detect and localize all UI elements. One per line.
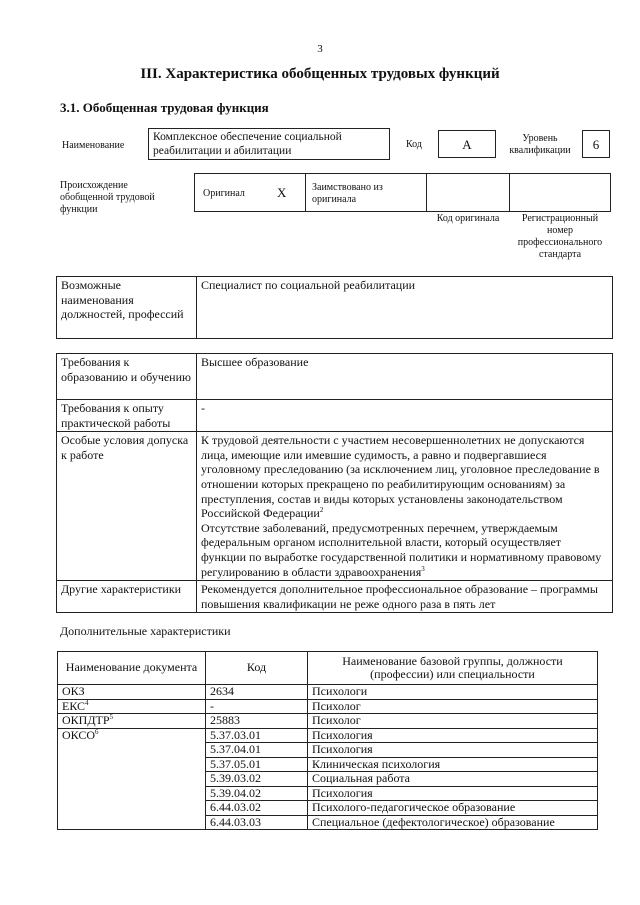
- footnote-4: 4: [85, 698, 89, 707]
- table-row-doc-okso: ОКСО$^6$: [58, 728, 206, 830]
- table-row-code: 6.44.03.02: [206, 801, 308, 816]
- table-row-name: Психология: [308, 728, 598, 743]
- footnote-5: 5: [109, 713, 114, 721]
- original-label: Оригинал: [203, 188, 245, 199]
- table-row-code: 5.39.03.02: [206, 772, 308, 787]
- footnote-6: 6: [95, 727, 99, 736]
- code-original-caption: Код оригинала: [436, 213, 500, 224]
- table-row-name: Психолог: [308, 699, 598, 714]
- footnote-3: 3: [421, 564, 425, 573]
- code-original-cell: [426, 173, 510, 212]
- requirements-table: [56, 353, 613, 613]
- education-label: Требования к образованию и обучению: [57, 354, 197, 400]
- other-label: Другие характеристики: [57, 581, 197, 613]
- additional-table: [57, 651, 598, 830]
- admission-text-1: К трудовой деятельности с участием несовершеннолетних не допускаются лица, имеющие или имевшие судимость, а равно и подвергавшиеся уголовному преследованию (за исключением лиц, уголовное преследование в отношении которых прекращено по реабилитирующим основаниям) за преступления, состав и виды которых установлены законодательством Российской Федерации: [201, 433, 600, 521]
- header-code: Код: [206, 652, 308, 685]
- admission-label: Особые условия допуска к работе: [57, 432, 197, 581]
- table-row-doc: ОКЗ: [58, 685, 206, 700]
- positions-value: Специалист по социальной реабилитации: [197, 277, 613, 339]
- table-row-name: Клиническая психология: [308, 757, 598, 772]
- subsection-title: 3.1. Обобщенная трудовая функция: [60, 100, 269, 115]
- table-row-code: 6.44.03.03: [206, 815, 308, 830]
- section-title: III. Характеристика обобщенных трудовых функций: [140, 66, 500, 82]
- table-row-name: Психология: [308, 786, 598, 801]
- code-value-box: A: [438, 130, 496, 158]
- table-row-name: Специальное (дефектологическое) образование: [308, 815, 598, 830]
- original-mark: X: [277, 185, 287, 200]
- admission-text-2: Отсутствие заболеваний, предусмотренных перечнем, утверждаемым федеральным органом исполнительной власти, который осуществляет функции по выработке государственной политики и нормативному правовому регулированию в области здравоохранения: [201, 520, 602, 579]
- reg-number-cell: [509, 173, 611, 212]
- borrowed-cell: Заимствовано из оригинала: [305, 173, 427, 212]
- reg-number-caption: Регистрационный номер профессионального стандарта: [517, 213, 603, 260]
- table-row-name: Психолого-педагогическое образование: [308, 801, 598, 816]
- name-label: Наименование: [62, 140, 125, 151]
- header-document: Наименование документа: [58, 652, 206, 685]
- table-row-code: 5.37.05.01: [206, 757, 308, 772]
- table-row-name: Социальная работа: [308, 772, 598, 787]
- experience-label: Требования к опыту практической работы: [57, 400, 197, 432]
- table-row-code: 5.37.04.01: [206, 743, 308, 758]
- level-label: Уровень квалификации: [509, 133, 571, 156]
- other-value: Рекомендуется дополнительное профессиональное образование – программы повышения квалификации не реже одного раза в пять лет: [197, 581, 613, 613]
- experience-value: -: [197, 400, 613, 432]
- origin-label: Происхождение обобщенной трудовой функции: [60, 180, 155, 215]
- table-row-name: Психолог: [308, 714, 598, 729]
- code-label: Код: [406, 139, 422, 150]
- positions-label: Возможные наименования должностей, профессий: [57, 277, 197, 339]
- education-value: Высшее образование: [197, 354, 613, 400]
- table-row-name: Психологи: [308, 685, 598, 700]
- table-row-code: 25883: [206, 714, 308, 729]
- table-row-doc: ЕКС$^4$: [58, 699, 206, 714]
- table-row-code: 2634: [206, 685, 308, 700]
- table-row-doc: ОКПДТР$^5$: [58, 714, 206, 729]
- original-cell: [194, 173, 306, 212]
- function-name-box: Комплексное обеспечение социальной реабилитации и абилитации: [148, 128, 390, 160]
- header-name: Наименование базовой группы, должности (профессии) или специальности: [308, 652, 598, 685]
- table-row-name: Психология: [308, 743, 598, 758]
- footnote-2: 2: [319, 506, 324, 515]
- table-row-code: 5.39.04.02: [206, 786, 308, 801]
- additional-title: Дополнительные характеристики: [60, 624, 231, 638]
- table-row-code: 5.37.03.01: [206, 728, 308, 743]
- admission-value: [197, 432, 613, 581]
- table-row-code: -: [206, 699, 308, 714]
- page-number: 3: [317, 43, 323, 55]
- positions-table: [56, 276, 613, 339]
- level-value-box: 6: [582, 130, 610, 158]
